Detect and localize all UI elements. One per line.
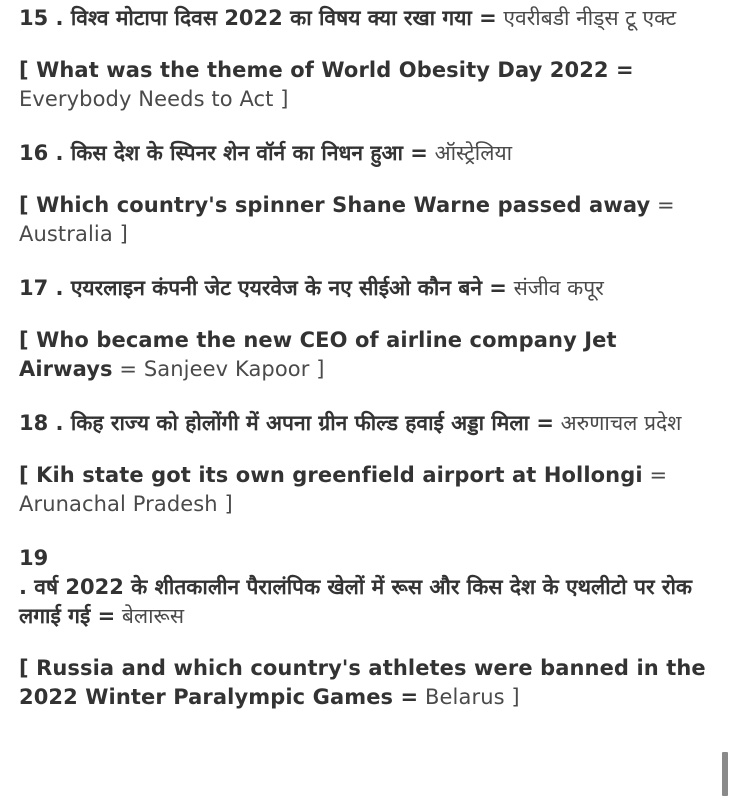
answer-text: ऑस्ट्रेलिया [434, 141, 513, 165]
answer-text: संजीव कपूर [513, 276, 604, 300]
answer-text: बेलारूस [121, 604, 185, 628]
question-text: 17 . एयरलाइन कंपनी जेट एयरवेज के नए सीईओ कौन बने = [19, 276, 507, 300]
question-text: [ Which country's spinner Shane Warne passed away [19, 193, 651, 217]
question-17-hindi [19, 274, 709, 303]
question-17-english [19, 326, 709, 384]
question-text: 18 . किह राज्य को होलोंगी में अपना ग्रीन फील्ड हवाई अड्डा मिला = [19, 411, 554, 435]
question-text: 15 . विश्व मोटापा दिवस 2022 का विषय क्या रखा गया = [19, 6, 497, 30]
question-15-hindi [19, 4, 709, 33]
answer-text: Belarus ] [425, 685, 520, 709]
answer-text: = Sanjeev Kapoor ] [119, 357, 325, 381]
question-text: . वर्ष 2022 के शीतकालीन पैरालंपिक खेलों में रूस और किस देश के एथलीटो पर रोक लगाई गई = [19, 575, 693, 628]
question-text: [ Kih state got its own greenfield airport at Hollongi [19, 463, 643, 487]
question-text: [ Who became the new CEO of airline company Jet Airways [19, 328, 617, 381]
answer-text: एवरीबडी नीड्स टू एक्ट [503, 6, 677, 30]
question-16-english [19, 191, 709, 249]
scrollbar-thumb[interactable] [722, 752, 728, 796]
question-18-hindi [19, 409, 709, 438]
question-text: [ What was the theme of World Obesity Day 2022 = [19, 58, 634, 82]
answer-text: Everybody Needs to Act ] [19, 87, 289, 111]
question-16-hindi [19, 139, 709, 168]
answer-text: अरुणाचल प्रदेश [560, 411, 682, 435]
question-19-english [19, 654, 709, 712]
question-number: 19 [19, 546, 49, 570]
answer-text: = Arunachal Pradesh ] [19, 463, 668, 516]
quiz-content [19, 4, 709, 737]
question-text: 16 . किस देश के स्पिनर शेन वॉर्न का निधन हुआ = [19, 141, 428, 165]
question-text: [ Russia and which country's athletes were banned in the 2022 Winter Paralympic Games = [19, 656, 706, 709]
answer-text: = Australia ] [19, 193, 675, 246]
question-18-english [19, 461, 709, 519]
question-15-english [19, 56, 709, 114]
question-19-hindi [19, 544, 709, 631]
